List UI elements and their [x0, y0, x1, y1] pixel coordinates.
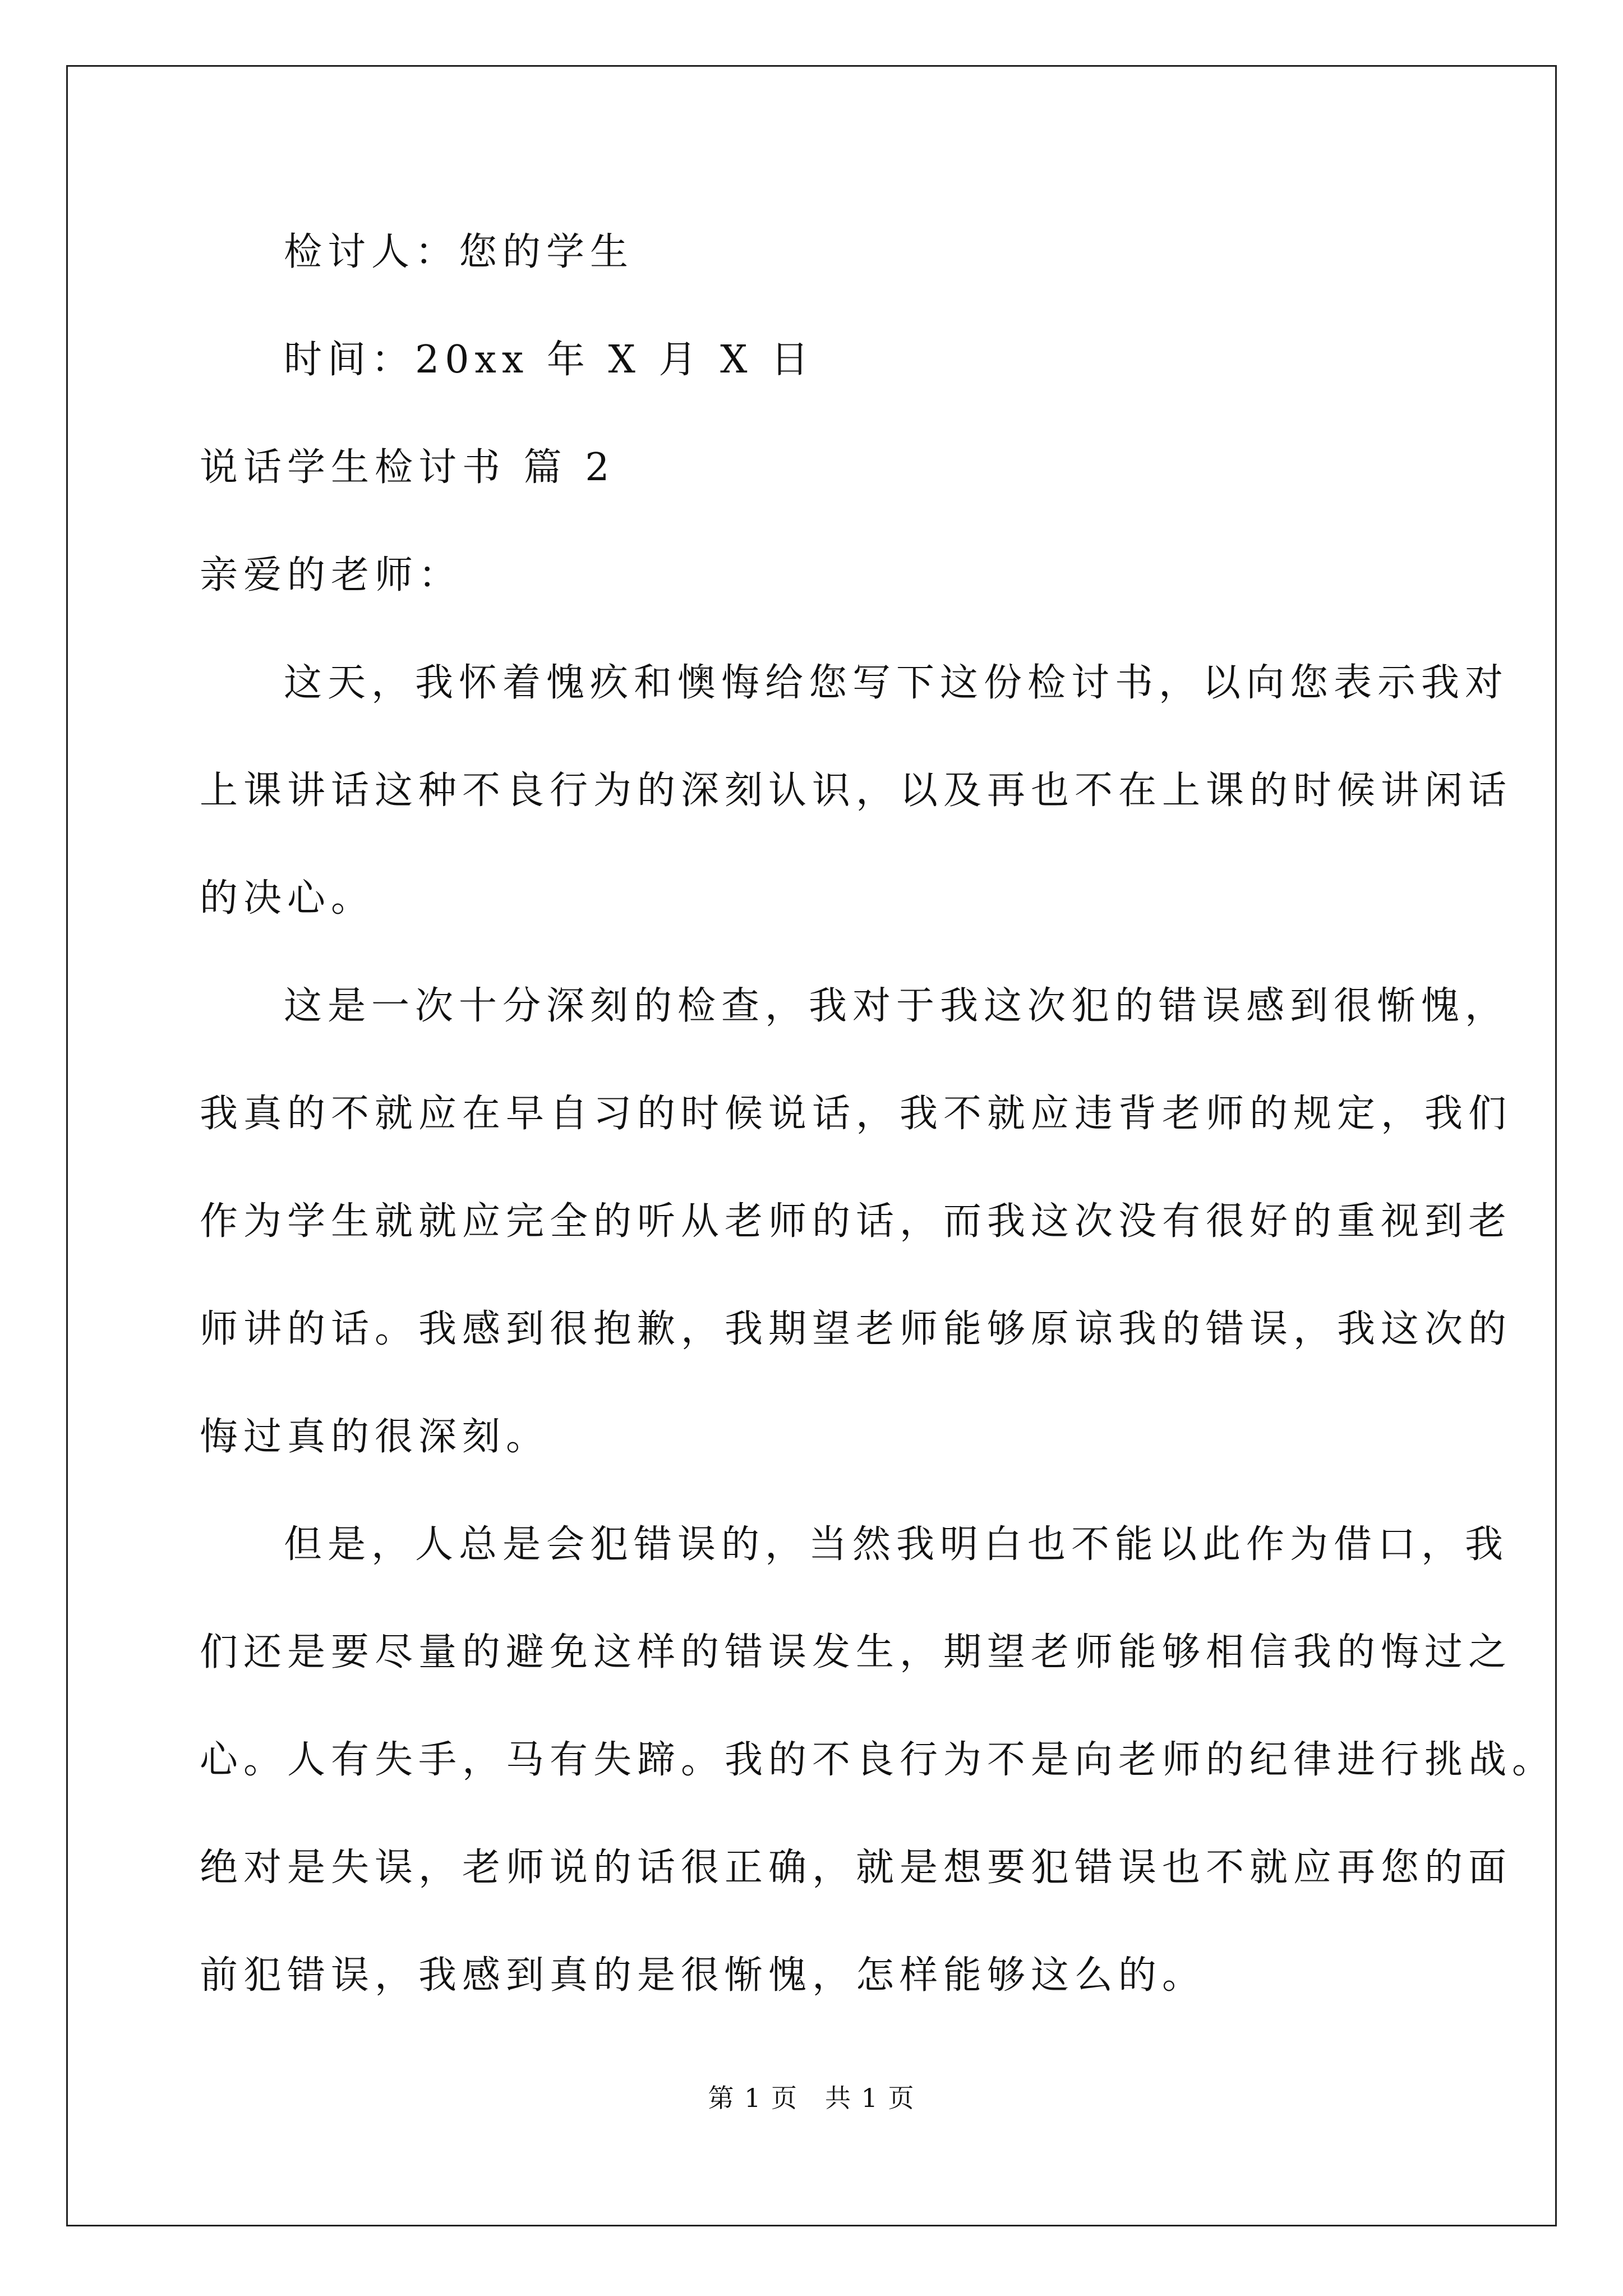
paragraph-line: 们还是要尽量的避免这样的错误发生，期望老师能够相信我的悔过之 — [200, 1630, 1513, 1674]
paragraph-line: 作为学生就就应完全的听从老师的话，而我这次没有很好的重视到老 — [200, 1199, 1513, 1244]
paragraph-line: 前犯错误，我感到真的是很惭愧，怎样能够这么的。 — [200, 1953, 1206, 1998]
paragraph-line: 绝对是失误，老师说的话很正确，就是想要犯错误也不就应再您的面 — [200, 1846, 1513, 1890]
paragraph-line: 师讲的话。我感到很抱歉，我期望老师能够原谅我的错误，我这次的 — [200, 1307, 1513, 1351]
paragraph-line: 心。人有失手，马有失蹄。我的不良行为不是向老师的纪律进行挑战。 — [200, 1738, 1556, 1782]
date-line: 时间：20xx 年 X 月 X 日 — [284, 338, 815, 382]
paragraph-line: 我真的不就应在早自习的时候说话，我不就应违背老师的规定，我们 — [200, 1092, 1513, 1136]
page-border — [66, 65, 1557, 2226]
paragraph-line: 悔过真的很深刻。 — [200, 1415, 550, 1459]
page-number: 第 1 页 共 1 页 — [708, 2083, 915, 2113]
paragraph-line: 的决心。 — [200, 876, 375, 921]
paragraph-line: 但是，人总是会犯错误的，当然我明白也不能以此作为借口，我 — [284, 1522, 1509, 1567]
paragraph-line: 上课讲话这种不良行为的深刻认识，以及再也不在上课的时候讲闲话 — [200, 769, 1513, 813]
paragraph-line: 这是一次十分深刻的检查，我对于我这次犯的错误感到很惭愧， — [284, 984, 1509, 1028]
salutation: 亲爱的老师： — [200, 553, 463, 597]
paragraph-line: 这天，我怀着愧疚和懊悔给您写下这份检讨书，以向您表示我对 — [284, 661, 1509, 705]
section-heading: 说话学生检讨书 篇 2 — [200, 445, 615, 490]
reviewer-line: 检讨人：您的学生 — [284, 230, 634, 274]
